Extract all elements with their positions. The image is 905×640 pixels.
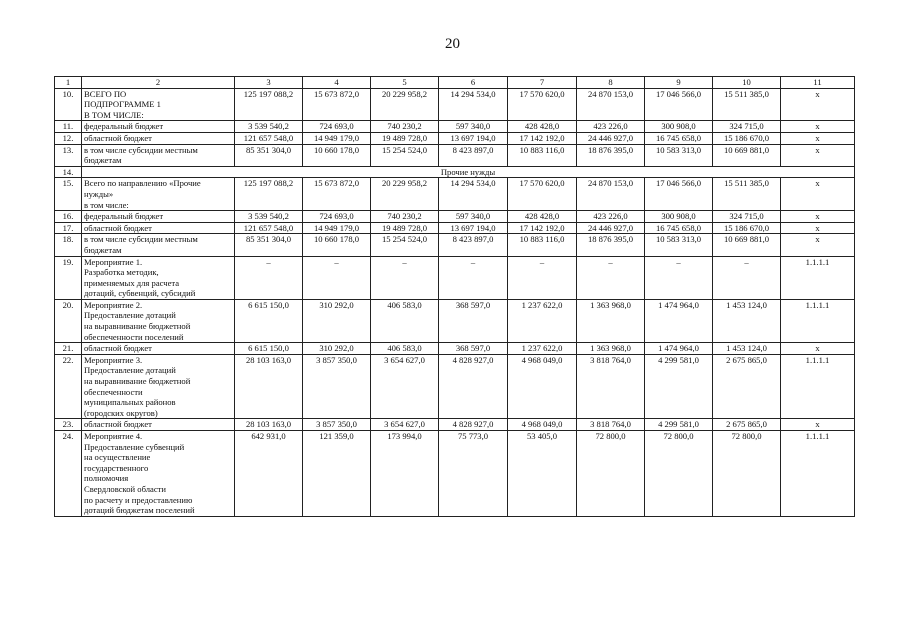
value-cell: 20 229 958,2 <box>371 88 439 121</box>
value-cell: 85 351 304,0 <box>235 144 303 166</box>
value-cell: 125 197 088,2 <box>235 178 303 211</box>
reference-cell: 1.1.1.1 <box>781 354 855 419</box>
row-number: 14. <box>55 166 82 178</box>
column-header-4: 4 <box>303 77 371 89</box>
table-row <box>55 121 855 133</box>
row-label: федеральный бюджет <box>82 211 235 223</box>
row-number: 11. <box>55 121 82 133</box>
value-cell: 72 800,0 <box>645 431 713 517</box>
value-cell: 10 883 116,0 <box>508 234 577 256</box>
value-cell: – <box>439 256 508 299</box>
value-cell: 324 715,0 <box>713 211 781 223</box>
value-cell: 173 994,0 <box>371 431 439 517</box>
row-label: ВСЕГО ПО ПОДПРОГРАММЕ 1 В ТОМ ЧИСЛЕ: <box>82 88 235 121</box>
value-cell: 2 675 865,0 <box>713 419 781 431</box>
value-cell: 16 745 658,0 <box>645 222 713 234</box>
table-row <box>55 144 855 166</box>
value-cell: 4 828 927,0 <box>439 354 508 419</box>
value-cell: 3 857 350,0 <box>303 419 371 431</box>
value-cell: 14 294 534,0 <box>439 88 508 121</box>
value-cell: 3 539 540,2 <box>235 121 303 133</box>
value-cell: 3 857 350,0 <box>303 354 371 419</box>
value-cell: 10 660 178,0 <box>303 144 371 166</box>
value-cell: 14 294 534,0 <box>439 178 508 211</box>
row-label: Мероприятие 3. Предоставление дотаций на выравнивание бюджетной обеспеченности муниципальных районов (городских округов) <box>82 354 235 419</box>
value-cell: 125 197 088,2 <box>235 88 303 121</box>
value-cell: 3 654 627,0 <box>371 419 439 431</box>
column-header-10: 10 <box>713 77 781 89</box>
value-cell: 10 660 178,0 <box>303 234 371 256</box>
column-header-6: 6 <box>439 77 508 89</box>
value-cell: 406 583,0 <box>371 343 439 355</box>
value-cell: 724 693,0 <box>303 211 371 223</box>
value-cell: 740 230,2 <box>371 121 439 133</box>
column-header-2: 2 <box>82 77 235 89</box>
table-row <box>55 419 855 431</box>
column-header-3: 3 <box>235 77 303 89</box>
row-label: федеральный бюджет <box>82 121 235 133</box>
row-label: Мероприятие 4. Предоставление субвенций на осуществление государственного полномочия Свердловской области по расчету и предоставлению дотаций бюджетам поселений <box>82 431 235 517</box>
value-cell: 6 615 150,0 <box>235 343 303 355</box>
value-cell: – <box>645 256 713 299</box>
value-cell: 121 359,0 <box>303 431 371 517</box>
value-cell: 300 908,0 <box>645 211 713 223</box>
value-cell: 1 237 622,0 <box>508 299 577 342</box>
value-cell: 18 876 395,0 <box>577 144 645 166</box>
value-cell: 1 453 124,0 <box>713 299 781 342</box>
value-cell: – <box>303 256 371 299</box>
reference-cell: 1.1.1.1 <box>781 299 855 342</box>
value-cell: 4 968 049,0 <box>508 354 577 419</box>
row-label: Всего по направлению «Прочие нужды» в том числе: <box>82 178 235 211</box>
value-cell: 597 340,0 <box>439 211 508 223</box>
value-cell: 428 428,0 <box>508 211 577 223</box>
row-label: Мероприятие 1. Разработка методик, применяемых для расчета дотаций, субвенций, субсидий <box>82 256 235 299</box>
value-cell: 14 949 179,0 <box>303 222 371 234</box>
row-label: в том числе субсидии местным бюджетам <box>82 144 235 166</box>
row-number: 17. <box>55 222 82 234</box>
value-cell: 1 474 964,0 <box>645 343 713 355</box>
value-cell: 310 292,0 <box>303 299 371 342</box>
value-cell: 368 597,0 <box>439 299 508 342</box>
value-cell: 3 654 627,0 <box>371 354 439 419</box>
table-row <box>55 354 855 419</box>
value-cell: 368 597,0 <box>439 343 508 355</box>
value-cell: 19 489 728,0 <box>371 222 439 234</box>
row-number: 10. <box>55 88 82 121</box>
value-cell: 4 828 927,0 <box>439 419 508 431</box>
row-label: областной бюджет <box>82 222 235 234</box>
reference-cell: 1.1.1.1 <box>781 256 855 299</box>
value-cell: 10 669 881,0 <box>713 234 781 256</box>
value-cell: 24 446 927,0 <box>577 222 645 234</box>
value-cell: 406 583,0 <box>371 299 439 342</box>
reference-cell: x <box>781 222 855 234</box>
value-cell: 72 800,0 <box>577 431 645 517</box>
reference-cell: x <box>781 234 855 256</box>
value-cell: 8 423 897,0 <box>439 144 508 166</box>
value-cell: 3 818 764,0 <box>577 419 645 431</box>
value-cell: 15 673 872,0 <box>303 178 371 211</box>
value-cell: 597 340,0 <box>439 121 508 133</box>
value-cell: 15 186 670,0 <box>713 222 781 234</box>
reference-cell: x <box>781 132 855 144</box>
value-cell: 121 657 548,0 <box>235 132 303 144</box>
value-cell: 17 046 566,0 <box>645 88 713 121</box>
row-number: 20. <box>55 299 82 342</box>
value-cell: 423 226,0 <box>577 211 645 223</box>
value-cell: 423 226,0 <box>577 121 645 133</box>
reference-cell: x <box>781 88 855 121</box>
value-cell: 2 675 865,0 <box>713 354 781 419</box>
reference-cell: x <box>781 343 855 355</box>
table-row <box>55 132 855 144</box>
table-row <box>55 178 855 211</box>
column-header-8: 8 <box>577 77 645 89</box>
table-row <box>55 211 855 223</box>
table-row <box>55 166 855 178</box>
value-cell: – <box>235 256 303 299</box>
value-cell: 10 583 313,0 <box>645 144 713 166</box>
section-heading: Прочие нужды <box>82 166 855 178</box>
row-number: 19. <box>55 256 82 299</box>
column-header-11: 11 <box>781 77 855 89</box>
value-cell: 16 745 658,0 <box>645 132 713 144</box>
value-cell: 28 103 163,0 <box>235 419 303 431</box>
value-cell: 17 570 620,0 <box>508 178 577 211</box>
table-row <box>55 234 855 256</box>
value-cell: 1 237 622,0 <box>508 343 577 355</box>
value-cell: 14 949 179,0 <box>303 132 371 144</box>
value-cell: 3 539 540,2 <box>235 211 303 223</box>
value-cell: 15 186 670,0 <box>713 132 781 144</box>
table-row <box>55 222 855 234</box>
value-cell: – <box>508 256 577 299</box>
row-number: 16. <box>55 211 82 223</box>
value-cell: 15 254 524,0 <box>371 234 439 256</box>
value-cell: 300 908,0 <box>645 121 713 133</box>
reference-cell: x <box>781 178 855 211</box>
value-cell: 17 046 566,0 <box>645 178 713 211</box>
column-header-9: 9 <box>645 77 713 89</box>
table-row <box>55 431 855 517</box>
value-cell: 4 968 049,0 <box>508 419 577 431</box>
value-cell: 15 511 385,0 <box>713 88 781 121</box>
column-header-7: 7 <box>508 77 577 89</box>
column-header-5: 5 <box>371 77 439 89</box>
value-cell: 17 142 192,0 <box>508 222 577 234</box>
value-cell: 17 570 620,0 <box>508 88 577 121</box>
value-cell: 15 511 385,0 <box>713 178 781 211</box>
value-cell: 75 773,0 <box>439 431 508 517</box>
value-cell: 18 876 395,0 <box>577 234 645 256</box>
value-cell: 10 583 313,0 <box>645 234 713 256</box>
value-cell: 28 103 163,0 <box>235 354 303 419</box>
value-cell: 24 870 153,0 <box>577 178 645 211</box>
value-cell: 19 489 728,0 <box>371 132 439 144</box>
row-number: 24. <box>55 431 82 517</box>
value-cell: 1 363 968,0 <box>577 343 645 355</box>
value-cell: 15 673 872,0 <box>303 88 371 121</box>
table-row <box>55 299 855 342</box>
value-cell: – <box>713 256 781 299</box>
value-cell: 724 693,0 <box>303 121 371 133</box>
budget-table <box>54 76 855 517</box>
reference-cell: x <box>781 144 855 166</box>
row-number: 21. <box>55 343 82 355</box>
value-cell: – <box>577 256 645 299</box>
value-cell: 72 800,0 <box>713 431 781 517</box>
value-cell: 15 254 524,0 <box>371 144 439 166</box>
value-cell: 121 657 548,0 <box>235 222 303 234</box>
row-number: 18. <box>55 234 82 256</box>
table-row <box>55 343 855 355</box>
value-cell: 310 292,0 <box>303 343 371 355</box>
value-cell: 6 615 150,0 <box>235 299 303 342</box>
value-cell: 1 474 964,0 <box>645 299 713 342</box>
value-cell: 4 299 581,0 <box>645 419 713 431</box>
reference-cell: x <box>781 419 855 431</box>
row-label: областной бюджет <box>82 419 235 431</box>
column-header-1: 1 <box>55 77 82 89</box>
value-cell: 324 715,0 <box>713 121 781 133</box>
value-cell: 642 931,0 <box>235 431 303 517</box>
row-number: 23. <box>55 419 82 431</box>
row-label: областной бюджет <box>82 343 235 355</box>
value-cell: 53 405,0 <box>508 431 577 517</box>
row-label: в том числе субсидии местным бюджетам <box>82 234 235 256</box>
value-cell: 10 883 116,0 <box>508 144 577 166</box>
value-cell: 20 229 958,2 <box>371 178 439 211</box>
value-cell: 428 428,0 <box>508 121 577 133</box>
reference-cell: 1.1.1.1 <box>781 431 855 517</box>
reference-cell: x <box>781 211 855 223</box>
value-cell: 4 299 581,0 <box>645 354 713 419</box>
column-header-row <box>55 77 855 89</box>
row-label: Мероприятие 2. Предоставление дотаций на выравнивание бюджетной обеспеченности поселений <box>82 299 235 342</box>
row-number: 13. <box>55 144 82 166</box>
value-cell: 3 818 764,0 <box>577 354 645 419</box>
value-cell: 24 870 153,0 <box>577 88 645 121</box>
row-label: областной бюджет <box>82 132 235 144</box>
reference-cell: x <box>781 121 855 133</box>
row-number: 22. <box>55 354 82 419</box>
value-cell: 17 142 192,0 <box>508 132 577 144</box>
value-cell: 8 423 897,0 <box>439 234 508 256</box>
value-cell: 13 697 194,0 <box>439 222 508 234</box>
value-cell: 740 230,2 <box>371 211 439 223</box>
value-cell: 1 453 124,0 <box>713 343 781 355</box>
value-cell: – <box>371 256 439 299</box>
value-cell: 10 669 881,0 <box>713 144 781 166</box>
value-cell: 85 351 304,0 <box>235 234 303 256</box>
page-number: 20 <box>445 36 460 52</box>
row-number: 12. <box>55 132 82 144</box>
table-row <box>55 256 855 299</box>
value-cell: 13 697 194,0 <box>439 132 508 144</box>
table-row <box>55 88 855 121</box>
value-cell: 1 363 968,0 <box>577 299 645 342</box>
row-number: 15. <box>55 178 82 211</box>
value-cell: 24 446 927,0 <box>577 132 645 144</box>
